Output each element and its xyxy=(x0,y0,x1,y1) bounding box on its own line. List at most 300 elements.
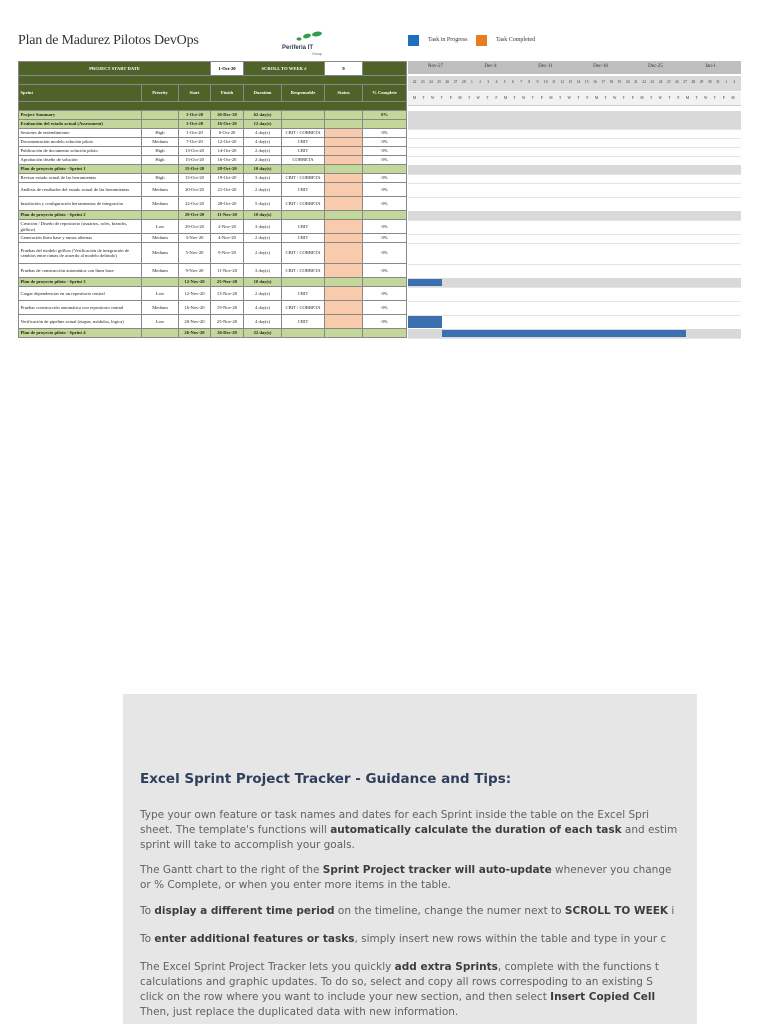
cell-finish[interactable]: 11-Nov-20 xyxy=(211,211,244,220)
cell-priority[interactable] xyxy=(142,165,179,174)
company-logo xyxy=(282,31,326,61)
summary-row[interactable] xyxy=(19,120,407,129)
gantt-day-number: 8 xyxy=(528,80,531,84)
cell-complete[interactable] xyxy=(363,278,407,287)
cell-sprint[interactable]: Plan de proyecto piloto - Sprint 4 xyxy=(19,329,142,338)
header-filler xyxy=(363,62,407,76)
gantt-day-letter: F xyxy=(722,96,725,100)
cell-start[interactable]: 1-Oct-20 xyxy=(179,120,211,129)
cell-duration[interactable]: 2 day(s) xyxy=(244,234,282,243)
gantt-day-number: 19 xyxy=(617,80,622,84)
gantt-day-letter: W xyxy=(567,96,571,100)
gantt-day-letter: M xyxy=(503,96,508,100)
cell-duration[interactable]: 2 day(s) xyxy=(244,287,282,301)
cell-priority[interactable]: Medium xyxy=(142,264,179,278)
cell-responsible[interactable] xyxy=(282,165,325,174)
cell-sprint[interactable]: Plan de proyecto piloto - Sprint 1 xyxy=(19,165,142,174)
guidance-p5: The Excel Sprint Project Tracker lets you quickly add extra Sprints, complete with the functions t calculations and graphic updates. To do so, select and copy all rows correspoding to an existing S click on the row where you want to include your new section, and then select Insert Copied Cell Then, just replace the duplicated data with new information. xyxy=(140,961,659,1018)
gantt-day-number: 1 xyxy=(725,80,727,84)
cell-responsible[interactable]: CBIT / CORBETA xyxy=(282,174,325,183)
gantt-day-number: 23 xyxy=(650,80,655,84)
guidance-p2: The Gantt chart to the right of the Sprint Project tracker will auto-update whenever you change or % Complete, or when you enter more items in the table. xyxy=(140,864,672,891)
gantt-week-label: Dec-4 xyxy=(484,64,497,69)
cell-complete[interactable]: 0% xyxy=(363,129,407,138)
gantt-day-number: 1 xyxy=(470,80,473,84)
cell-status[interactable] xyxy=(325,138,363,147)
cell-duration[interactable]: 62 day(s) xyxy=(244,111,282,120)
summary-row[interactable] xyxy=(19,278,407,287)
legend-completed-label: Task Completed xyxy=(496,37,536,43)
col-status: Status xyxy=(325,85,363,102)
cell-duration[interactable]: 22 day(s) xyxy=(244,329,282,338)
cell-complete[interactable]: 0% xyxy=(363,220,407,234)
cell-responsible[interactable]: CBIT xyxy=(282,147,325,156)
cell-complete[interactable]: 0% xyxy=(363,264,407,278)
gantt-day-number: 25 xyxy=(437,80,441,84)
task-row[interactable] xyxy=(19,301,407,315)
cell-complete[interactable]: 0% xyxy=(363,315,407,329)
cell-finish[interactable]: 14-Oct-20 xyxy=(211,147,244,156)
summary-row[interactable] xyxy=(19,165,407,174)
cell-start[interactable]: 13-Oct-20 xyxy=(179,147,211,156)
task-row[interactable] xyxy=(19,234,407,243)
gantt-day-letter: M xyxy=(549,96,553,100)
cell-complete[interactable]: 0% xyxy=(363,147,407,156)
gantt-day-letter: T xyxy=(577,96,580,100)
legend-in-progress-label: Task in Progress xyxy=(428,37,468,43)
cell-start[interactable]: 3-Nov-20 xyxy=(179,234,211,243)
guidance-p3: To display a different time period on the timeline, change the numer next to SCROLL TO WEEK i xyxy=(140,905,675,917)
cell-status[interactable] xyxy=(325,329,363,338)
gantt-day-letter: M xyxy=(412,96,417,100)
gantt-day-letter: T xyxy=(695,96,698,100)
gantt-day-number: 29 xyxy=(699,80,704,84)
gantt-row xyxy=(408,315,741,330)
gantt-day-letter: W xyxy=(703,96,708,100)
cell-sprint[interactable]: Project Summary xyxy=(19,111,142,120)
cell-duration[interactable]: 2 day(s) xyxy=(244,243,282,264)
gantt-row xyxy=(408,197,741,212)
cell-start[interactable]: 26-Nov-20 xyxy=(179,329,211,338)
cell-responsible[interactable] xyxy=(282,120,325,129)
gantt-day-letter: T xyxy=(531,96,534,100)
gantt-day-number: 3 xyxy=(487,80,490,84)
cell-finish[interactable]: 9-Nov-20 xyxy=(211,243,244,264)
gantt-day-number: 27 xyxy=(683,80,687,84)
cell-sprint[interactable]: Creación / Diseño de repositorio (usuarios, roles, branchs, gitflow) xyxy=(19,220,142,234)
start-date-value[interactable]: 1-Oct-20 xyxy=(211,62,244,76)
cell-responsible[interactable]: CBIT xyxy=(282,138,325,147)
col-complete: % Complete xyxy=(363,85,407,102)
gantt-day-number: 26 xyxy=(675,80,679,84)
cell-complete[interactable] xyxy=(363,211,407,220)
task-row[interactable] xyxy=(19,183,407,197)
cell-responsible[interactable]: CBIT xyxy=(282,287,325,301)
header-spacer-2 xyxy=(19,102,407,111)
cell-complete[interactable]: 0% xyxy=(363,301,407,315)
task-row[interactable] xyxy=(19,129,407,138)
cell-status[interactable] xyxy=(325,301,363,315)
gantt-row xyxy=(408,301,741,316)
cell-sprint[interactable]: Aprobación diseño de solución xyxy=(19,156,142,165)
cell-finish[interactable]: 11-Nov-20 xyxy=(211,264,244,278)
cell-start[interactable]: 15-Oct-20 xyxy=(179,156,211,165)
cell-start[interactable]: 1-Oct-20 xyxy=(179,111,211,120)
cell-start[interactable]: 16-Nov-20 xyxy=(179,301,211,315)
start-date-label: PROJECT START DATE xyxy=(19,62,211,76)
gantt-bar xyxy=(408,316,442,328)
cell-sprint[interactable]: Verificación de pipeline actual (etapas, módulos, lógica) xyxy=(19,315,142,329)
cell-complete[interactable]: 0% xyxy=(363,234,407,243)
gantt-day-number: 2 xyxy=(733,80,736,84)
gantt-week-label: Dec-11 xyxy=(538,64,553,69)
cell-complete[interactable]: 0% xyxy=(363,138,407,147)
gantt-day-number: 24 xyxy=(429,80,433,84)
cell-complete[interactable]: 0% xyxy=(363,111,407,120)
cell-priority[interactable]: Medium xyxy=(142,243,179,264)
cell-finish[interactable]: 19-Nov-20 xyxy=(211,301,244,315)
cell-responsible[interactable]: CORBETA xyxy=(282,156,325,165)
guidance-p4: To enter additional features or tasks, simply insert new rows within the table and type in your c xyxy=(140,933,667,945)
cell-finish[interactable]: 12-Oct-20 xyxy=(211,138,244,147)
cell-complete[interactable]: 0% xyxy=(363,156,407,165)
cell-responsible[interactable]: CBIT / CORBETA xyxy=(282,243,325,264)
cell-status[interactable] xyxy=(325,287,363,301)
gantt-week-label: Dec-25 xyxy=(648,64,663,69)
cell-sprint[interactable]: Sesiones de entendimiento xyxy=(19,129,142,138)
gantt-day-number: 4 xyxy=(495,80,498,84)
gantt-day-letter: M xyxy=(458,96,462,100)
task-row[interactable] xyxy=(19,220,407,234)
scroll-week-label: SCROLL TO WEEK # xyxy=(244,62,325,76)
cell-responsible[interactable]: CBIT xyxy=(282,183,325,197)
cell-complete[interactable]: 0% xyxy=(363,243,407,264)
cell-start[interactable]: 12-Nov-20 xyxy=(179,287,211,301)
gantt-bar xyxy=(442,330,686,337)
gantt-day-letter: F xyxy=(586,96,589,100)
cell-status[interactable] xyxy=(325,147,363,156)
cell-start[interactable]: 1-Oct-20 xyxy=(179,129,211,138)
cell-complete[interactable]: 0% xyxy=(363,174,407,183)
gantt-day-number: 14 xyxy=(576,80,581,84)
gantt-day-letter: W xyxy=(476,96,480,100)
gantt-day-letter: M xyxy=(640,96,644,100)
cell-finish[interactable]: 2-Nov-20 xyxy=(211,220,244,234)
gantt-day-number: 7 xyxy=(520,80,522,84)
gantt-day-letter: F xyxy=(631,96,634,100)
gantt-day-letter: W xyxy=(658,96,662,100)
tracker-body xyxy=(19,111,407,338)
summary-row[interactable] xyxy=(19,329,407,338)
gantt-day-letter: T xyxy=(622,96,625,100)
cell-priority[interactable] xyxy=(142,211,179,220)
gantt-week-header xyxy=(408,61,741,75)
cell-duration[interactable]: 3 day(s) xyxy=(244,174,282,183)
task-row[interactable] xyxy=(19,174,407,183)
cell-duration[interactable]: 4 day(s) xyxy=(244,129,282,138)
cell-complete[interactable] xyxy=(363,329,407,338)
col-priority: Priority xyxy=(142,85,179,102)
gantt-day-letter: T xyxy=(649,96,653,100)
cell-finish[interactable]: 6-Oct-20 xyxy=(211,129,244,138)
cell-finish[interactable]: 28-Oct-20 xyxy=(211,197,244,211)
col-start: Start xyxy=(179,85,211,102)
document-title: Plan de Madurez Pilotos DevOps xyxy=(18,33,199,48)
gantt-day-number: 18 xyxy=(609,80,614,84)
cell-priority[interactable] xyxy=(142,120,179,129)
gantt-row xyxy=(408,220,741,235)
legend-completed-swatch xyxy=(476,35,487,46)
gantt-day-letter: W xyxy=(612,96,617,100)
scroll-week-input[interactable]: 9 xyxy=(325,62,363,76)
cell-priority[interactable]: High xyxy=(142,156,179,165)
gantt-day-number: 31 xyxy=(716,80,720,84)
cell-duration[interactable]: 10 day(s) xyxy=(244,211,282,220)
gantt-day-number: 30 xyxy=(707,80,712,84)
cell-responsible[interactable]: CBIT xyxy=(282,220,325,234)
gantt-day-letter: W xyxy=(521,96,526,100)
gantt-day-number: 16 xyxy=(593,80,597,84)
cell-priority[interactable]: Medium xyxy=(142,183,179,197)
task-row[interactable] xyxy=(19,138,407,147)
cell-sprint[interactable]: Plan de proyecto piloto - Sprint 3 xyxy=(19,278,142,287)
cell-finish[interactable]: 16-Oct-20 xyxy=(211,120,244,129)
cell-status[interactable] xyxy=(325,120,363,129)
cell-sprint[interactable]: Plan de proyecto piloto - Sprint 2 xyxy=(19,211,142,220)
gantt-day-letter: T xyxy=(668,96,671,100)
gantt-day-number: 13 xyxy=(568,80,573,84)
cell-complete[interactable]: 0% xyxy=(363,197,407,211)
cell-status[interactable] xyxy=(325,183,363,197)
cell-finish[interactable]: 26-Dec-20 xyxy=(211,111,244,120)
cell-priority[interactable]: High xyxy=(142,129,179,138)
cell-responsible[interactable] xyxy=(282,329,325,338)
gantt-day-number: 9 xyxy=(536,80,539,84)
gantt-day-number: 24 xyxy=(658,80,663,84)
col-finish: Finish xyxy=(211,85,244,102)
cell-status[interactable] xyxy=(325,197,363,211)
cell-responsible[interactable] xyxy=(282,211,325,220)
cell-responsible[interactable]: CBIT / CORBETA xyxy=(282,129,325,138)
cell-finish[interactable]: 25-Nov-20 xyxy=(211,278,244,287)
gantt-day-number: 5 xyxy=(503,80,506,84)
gantt-day-letter: M xyxy=(594,96,599,100)
cell-duration[interactable]: 5 day(s) xyxy=(244,197,282,211)
gantt-day-number: 22 xyxy=(642,80,646,84)
cell-finish[interactable]: 19-Oct-20 xyxy=(211,174,244,183)
cell-sprint[interactable]: Cargar dependencias en un repositorio central xyxy=(19,287,142,301)
task-row[interactable] xyxy=(19,156,407,165)
cell-finish[interactable]: 4-Nov-20 xyxy=(211,234,244,243)
task-row[interactable] xyxy=(19,264,407,278)
cell-start[interactable]: 15-Oct-20 xyxy=(179,165,211,174)
gantt-row xyxy=(408,287,741,302)
gantt-day-number: 21 xyxy=(634,80,638,84)
cell-duration[interactable]: 2 day(s) xyxy=(244,147,282,156)
task-row[interactable] xyxy=(19,315,407,329)
guidance-p1: Type your own feature or task names and dates for each Sprint inside the table on the Excel Spri sheet. The template's functions will automatically calculate the duration of each task and estim sprint will take to accomplish your goals. xyxy=(140,809,678,851)
gantt-day-letters xyxy=(408,92,741,106)
cell-status[interactable] xyxy=(325,243,363,264)
cell-responsible[interactable]: CBIT xyxy=(282,315,325,329)
task-row[interactable] xyxy=(19,243,407,264)
gantt-week-label: Dec-18 xyxy=(593,64,608,69)
cell-status[interactable] xyxy=(325,211,363,220)
gantt-day-number: 6 xyxy=(511,80,514,84)
cell-priority[interactable]: Medium xyxy=(142,301,179,315)
gantt-week-label: Nov-27 xyxy=(427,64,444,69)
cell-sprint[interactable]: Análisis de resultados del estado actual de las herramientas xyxy=(19,183,142,197)
cell-priority[interactable] xyxy=(142,329,179,338)
gantt-day-number: 28 xyxy=(691,80,696,84)
cell-sprint[interactable]: Pruebas construcción automática con repositorio central xyxy=(19,301,142,315)
cell-duration[interactable]: 4 day(s) xyxy=(244,301,282,315)
cell-finish[interactable]: 16-Oct-20 xyxy=(211,156,244,165)
cell-status[interactable] xyxy=(325,156,363,165)
gantt-bar xyxy=(408,279,442,286)
cell-complete[interactable]: 0% xyxy=(363,183,407,197)
gantt-day-numbers xyxy=(408,76,741,91)
cell-duration[interactable]: 2 day(s) xyxy=(244,183,282,197)
gantt-week-label: Jan-1 xyxy=(705,64,716,69)
gantt-day-number: 27 xyxy=(453,80,458,84)
gantt-day-number: 23 xyxy=(420,80,425,84)
cell-responsible[interactable]: CBIT / CORBETA xyxy=(282,197,325,211)
cell-complete[interactable] xyxy=(363,165,407,174)
header-spacer xyxy=(19,76,407,85)
cell-sprint[interactable]: Generación línea base y ramas alternas xyxy=(19,234,142,243)
cell-responsible[interactable]: CBIT / CORBETA xyxy=(282,301,325,315)
gantt-day-letter: M xyxy=(731,96,735,100)
cell-status[interactable] xyxy=(325,111,363,120)
gantt-day-number: 12 xyxy=(560,80,564,84)
task-row[interactable] xyxy=(19,287,407,301)
cell-duration[interactable]: 2 day(s) xyxy=(244,156,282,165)
cell-responsible[interactable] xyxy=(282,111,325,120)
cell-responsible[interactable]: CBIT xyxy=(282,234,325,243)
cell-status[interactable] xyxy=(325,174,363,183)
legend-in-progress-swatch xyxy=(408,35,419,46)
gantt-day-letter: F xyxy=(449,96,452,100)
guidance-heading: Excel Sprint Project Tracker - Guidance and Tips: xyxy=(140,771,512,787)
cell-priority[interactable]: Medium xyxy=(142,138,179,147)
cell-start[interactable]: 29-Oct-20 xyxy=(179,220,211,234)
cell-finish[interactable]: 26-Dec-20 xyxy=(211,329,244,338)
cell-duration[interactable]: 4 day(s) xyxy=(244,315,282,329)
cell-status[interactable] xyxy=(325,220,363,234)
cell-sprint[interactable]: Pruebas de construcción automática con línea base xyxy=(19,264,142,278)
cell-start[interactable]: 20-Oct-20 xyxy=(179,183,211,197)
cell-status[interactable] xyxy=(325,165,363,174)
cell-finish[interactable]: 13-Nov-20 xyxy=(211,287,244,301)
cell-start[interactable]: 7-Oct-20 xyxy=(179,138,211,147)
gantt-day-letter: F xyxy=(540,96,543,100)
gantt-day-number: 17 xyxy=(601,80,605,84)
cell-duration[interactable]: 10 day(s) xyxy=(244,165,282,174)
task-row[interactable] xyxy=(19,147,407,156)
gantt-day-number: 28 xyxy=(461,80,466,84)
cell-sprint[interactable]: Revisar estado actual de las herramientas xyxy=(19,174,142,183)
cell-priority[interactable]: Medium xyxy=(142,234,179,243)
cell-finish[interactable]: 21-Oct-20 xyxy=(211,183,244,197)
cell-sprint[interactable]: Evaluación del estado actual (Assessment) xyxy=(19,120,142,129)
gantt-day-number: 25 xyxy=(666,80,671,84)
cell-status[interactable] xyxy=(325,129,363,138)
cell-duration[interactable]: 4 day(s) xyxy=(244,138,282,147)
cell-status[interactable] xyxy=(325,264,363,278)
cell-complete[interactable]: 0% xyxy=(363,287,407,301)
cell-duration[interactable]: 12 day(s) xyxy=(244,120,282,129)
cell-duration[interactable]: 10 day(s) xyxy=(244,278,282,287)
cell-status[interactable] xyxy=(325,315,363,329)
cell-start[interactable]: 20-Nov-20 xyxy=(179,315,211,329)
cell-priority[interactable] xyxy=(142,111,179,120)
cell-priority[interactable]: High xyxy=(142,147,179,156)
cell-start[interactable]: 22-Oct-20 xyxy=(179,197,211,211)
cell-priority[interactable]: High xyxy=(142,174,179,183)
gantt-day-letter: T xyxy=(467,96,471,100)
gantt-day-letter: T xyxy=(422,96,425,100)
cell-priority[interactable]: Low xyxy=(142,287,179,301)
cell-priority[interactable]: Medium xyxy=(142,197,179,211)
task-row[interactable] xyxy=(19,197,407,211)
cell-finish[interactable]: 25-Nov-20 xyxy=(211,315,244,329)
sprint-tracker-table xyxy=(18,61,407,338)
gantt-day-letter: T xyxy=(440,96,443,100)
cell-sprint[interactable]: Publicación de documento solución piloto xyxy=(19,147,142,156)
cell-responsible[interactable]: CBIT / CORBETA xyxy=(282,264,325,278)
col-responsible: Responsable xyxy=(282,85,325,102)
gantt-day-letter: T xyxy=(604,96,607,100)
cell-start[interactable]: 15-Oct-20 xyxy=(179,174,211,183)
cell-status[interactable] xyxy=(325,278,363,287)
cell-priority[interactable]: Low xyxy=(142,220,179,234)
gantt-day-letter: F xyxy=(677,96,680,100)
gantt-day-letter: T xyxy=(558,96,562,100)
gantt-day-number: 11 xyxy=(552,80,556,84)
cell-start[interactable]: 9-Nov-20 xyxy=(179,264,211,278)
gantt-day-letter: F xyxy=(495,96,498,100)
cell-priority[interactable]: Low xyxy=(142,315,179,329)
col-sprint: Sprint xyxy=(19,85,142,102)
cell-duration[interactable]: 3 day(s) xyxy=(244,264,282,278)
gantt-day-letter: W xyxy=(430,96,435,100)
gantt-day-letter: T xyxy=(713,96,716,100)
guidance-panel xyxy=(123,694,697,1024)
gantt-day-number: 20 xyxy=(625,80,630,84)
cell-start[interactable]: 12-Nov-20 xyxy=(179,278,211,287)
cell-duration[interactable]: 3 day(s) xyxy=(244,220,282,234)
cell-start[interactable]: 5-Nov-20 xyxy=(179,243,211,264)
gantt-day-letter: T xyxy=(513,96,516,100)
summary-row[interactable] xyxy=(19,111,407,120)
cell-sprint[interactable]: Instalación y configuración herramientas de integración xyxy=(19,197,142,211)
cell-sprint[interactable]: Pruebas del modelo gitflow (Verificación de integración de cambios entre ramas de acuerdo al modelo definido) xyxy=(19,243,142,264)
cell-start[interactable]: 29-Oct-20 xyxy=(179,211,211,220)
cell-finish[interactable]: 28-Oct-20 xyxy=(211,165,244,174)
summary-row[interactable] xyxy=(19,211,407,220)
cell-sprint[interactable]: Documentación modelo solución piloto xyxy=(19,138,142,147)
gantt-row xyxy=(408,264,741,279)
cell-status[interactable] xyxy=(325,234,363,243)
gantt-day-number: 26 xyxy=(445,80,450,84)
cell-priority[interactable] xyxy=(142,278,179,287)
logo-brand: Periferia IT xyxy=(282,45,314,51)
cell-responsible[interactable] xyxy=(282,278,325,287)
cell-complete[interactable] xyxy=(363,120,407,129)
gantt-day-letter: T xyxy=(486,96,489,100)
logo-leaves-icon xyxy=(294,31,324,43)
